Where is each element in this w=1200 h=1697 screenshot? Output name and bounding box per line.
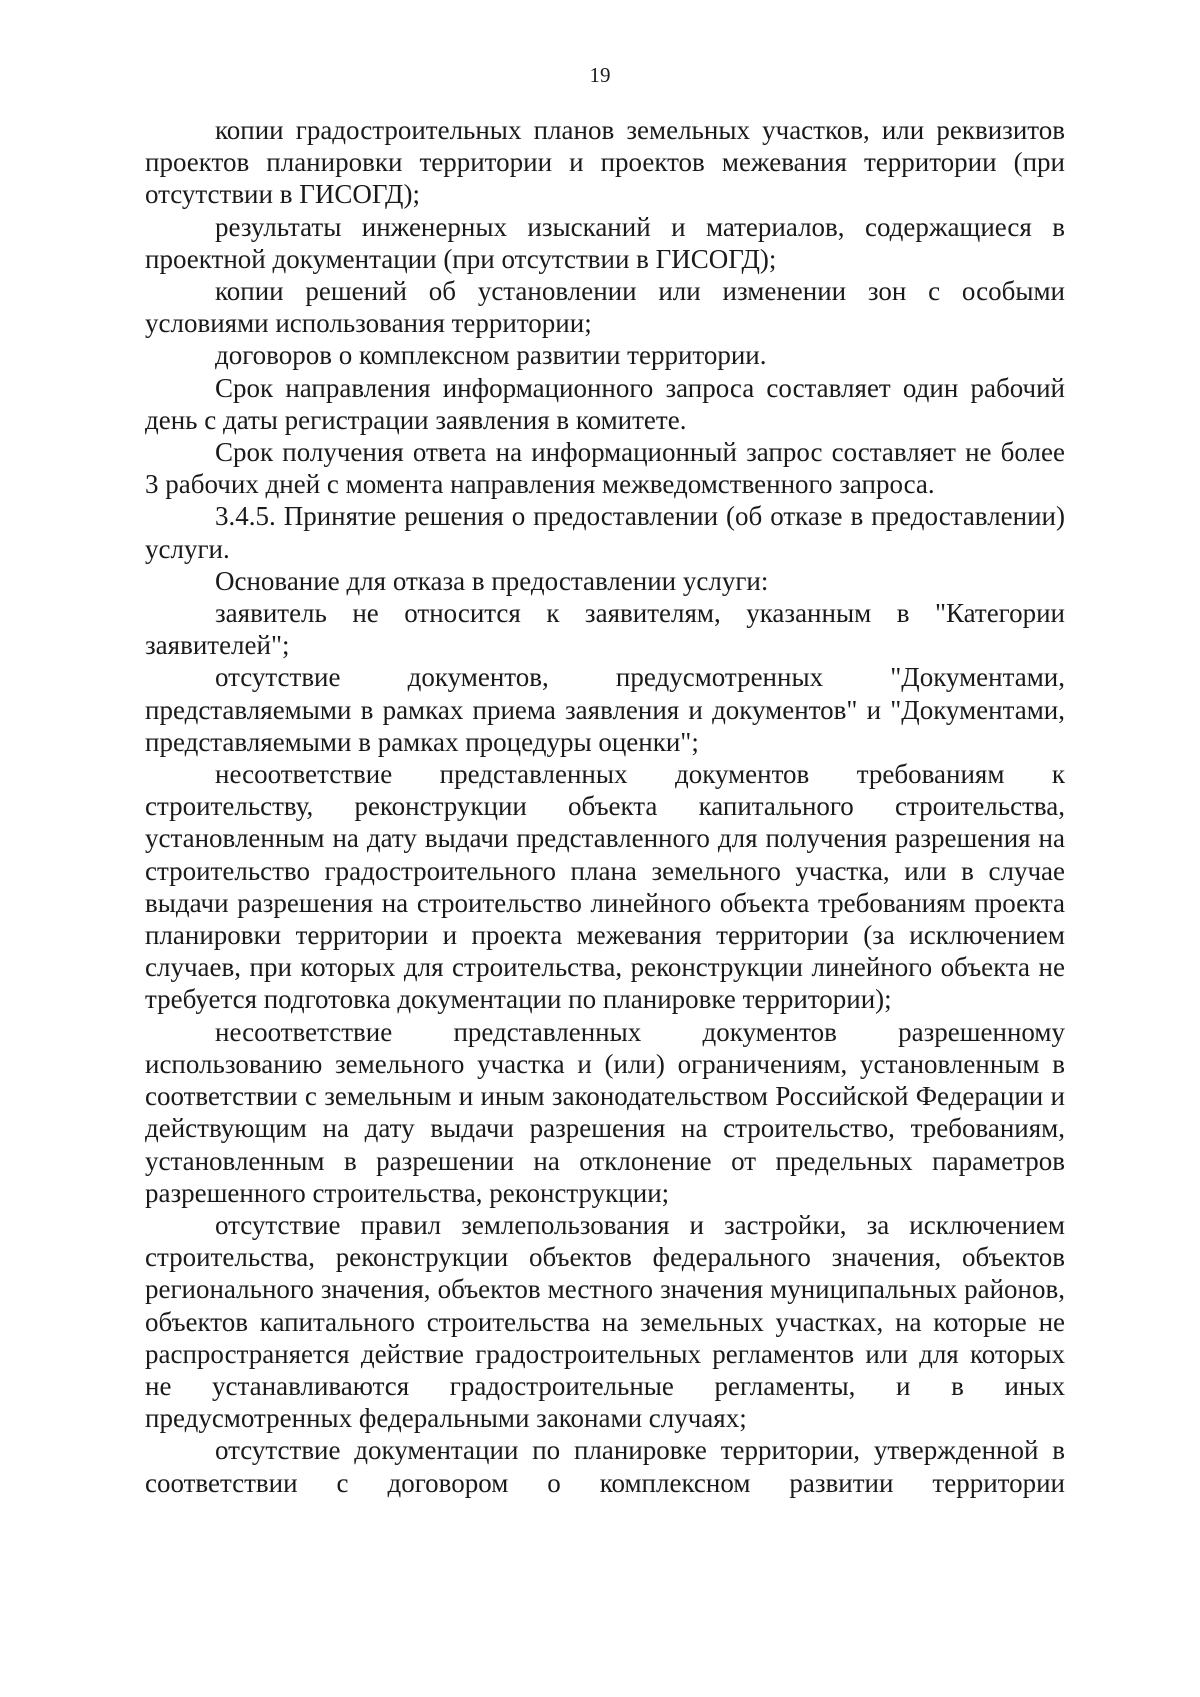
page-number: 19 xyxy=(589,63,611,87)
paragraph: отсутствие правил землепользования и застройки, за исключением строительства, реконструкции объектов федерального значения, объектов регионального значения, объектов местного значения муниципальных районов, объектов капитального строительства на земельных участках, на которые не распространяется действие градостроительных регламентов или для которых не устанавливаются градостроительные регламенты, и в иных предусмотренных федеральными законами случаях; xyxy=(145,1209,1065,1434)
paragraph: несоответствие представленных документов разрешенному использованию земельного участка и (или) ограничениям, установленным в соответствии с земельным и иным законодательством Российской Федерации и действующим на дату выдачи разрешения на строительство, требованиям, установленным в разрешении на отклонение от предельных параметров разрешенного строительства, реконструкции; xyxy=(145,1016,1065,1208)
paragraph: отсутствие документов, предусмотренных "Документами, представляемыми в рамках приема заявления и документов" и "Документами, представляемыми в рамках процедуры оценки"; xyxy=(145,662,1065,757)
paragraph: договоров о комплексном развитии территории. xyxy=(215,340,767,371)
paragraph: Основание для отказа в предоставлении услуги: xyxy=(215,565,769,596)
paragraph: заявитель не относится к заявителям, указанным в "Категории заявителей"; xyxy=(145,598,1065,661)
paragraph: копии градостроительных планов земельных участков, или реквизитов проектов планировки территории и проектов межевания территории (при отсутствии в ГИСОГД); xyxy=(145,115,1065,210)
body-text xyxy=(145,114,1065,1499)
paragraph: Срок получения ответа на информационный запрос составляет не более 3 рабочих дней с момента направления межведомственного запроса. xyxy=(145,437,1065,500)
paragraph: 3.4.5. Принятие решения о предоставлении (об отказе в предоставлении) услуги. xyxy=(145,501,1065,564)
paragraph: Срок направления информационного запроса составляет один рабочий день с даты регистрации заявления в комитете. xyxy=(145,372,1065,435)
paragraph: отсутствие документации по планировке территории, утвержденной в соответствии с договором о комплексном развитии территории xyxy=(145,1435,1065,1498)
paragraph: результаты инженерных изысканий и материалов, содержащиеся в проектной документации (при отсутствии в ГИСОГД); xyxy=(145,211,1065,274)
paragraph: копии решений об установлении или изменении зон с особыми условиями использования территории; xyxy=(145,276,1065,339)
paragraph: несоответствие представленных документов требованиям к строительству, реконструкции объекта капитального строительства, установленным на дату выдачи представленного для получения разрешения на строительство градостроительного плана земельного участка, или в случае выдачи разрешения на строительство линейного объекта требованиям проекта планировки территории и проекта межевания территории (за исключением случаев, при которых для строительства, реконструкции линейного объекта не требуется подготовка документации по планировке территории); xyxy=(145,759,1065,1015)
